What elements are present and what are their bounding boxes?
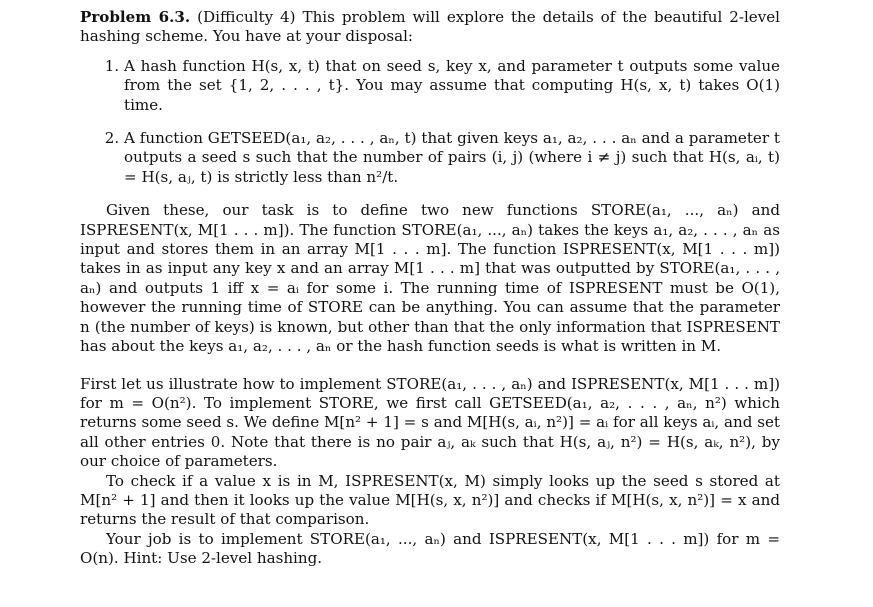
problem-title: Problem 6.3. — [80, 8, 191, 26]
job-paragraph: Your job is to implement STORE(a₁, ..., aₙ) and ISPRESENT(x, M[1 . . . m]) for m = O(n). Hint: Use 2-level hashing. — [80, 529, 780, 568]
problem-page — [80, 8, 780, 569]
tools-list — [80, 57, 780, 187]
list-item: 1. A hash function H(s, x, t) that on seed s, key x, and parameter t outputs some value from the set {1, 2, . . . , t}. You may assume that computing H(s, x, t) takes O(1) time. — [124, 57, 780, 115]
problem-intro — [80, 8, 780, 47]
illustration-paragraph: First let us illustrate how to implement STORE(a₁, . . . , aₙ) and ISPRESENT(x, M[1 . . . m]) for m = O(n²). To implement STORE, we first call GETSEED(a₁, a₂, . . . , aₙ, n²) which returns some seed s. We define M[n² + 1] = s and M[H(s, aᵢ, n²)] = aᵢ for all keys aᵢ, and set all other entries 0. Note that there is no pair aⱼ, aₖ such that H(s, aⱼ, n²) = H(s, aₖ, n²), by our choice of parameters. — [80, 374, 780, 471]
list-item: 2. A function GETSEED(a₁, a₂, . . . , aₙ, t) that given keys a₁, a₂, . . . aₙ and a parameter t outputs a seed s such that the number of pairs (i, j) (where i ≠ j) such that H(s, aᵢ, t) = H(s, aⱼ, t) is strictly less than n²/t. — [124, 129, 780, 187]
problem-intro-text: (Difficulty 4) This problem will explore the details of the beautiful 2-level hashing scheme. You have at your disposal: — [80, 8, 781, 46]
task-paragraph: Given these, our task is to define two new functions STORE(a₁, ..., aₙ) and ISPRESENT(x, M[1 . . . m]). The function STORE(a₁, ..., aₙ) takes the keys a₁, a₂, . . . , aₙ as input and stores them in an array M[1 . . . m]. The function ISPRESENT(x, M[1 . . . m]) takes in as input any key x and an array M[1 . . . m] that was outputted by STORE(a₁, . . . , aₙ) and outputs 1 iff x = aᵢ for some i. The running time of ISPRESENT must be O(1), however the running time of STORE can be anything. You can assume that the parameter n (the number of keys) is known, but other than that the only information that ISPRESENT has about the keys a₁, a₂, . . . , aₙ or the hash function seeds is what is written in M. — [80, 201, 780, 356]
check-paragraph: To check if a value x is in M, ISPRESENT(x, M) simply looks up the seed s stored at M[n² + 1] and then it looks up the value M[H(s, x, n²)] and checks if M[H(s, x, n²)] = x and returns the result of that comparison. — [80, 471, 780, 529]
